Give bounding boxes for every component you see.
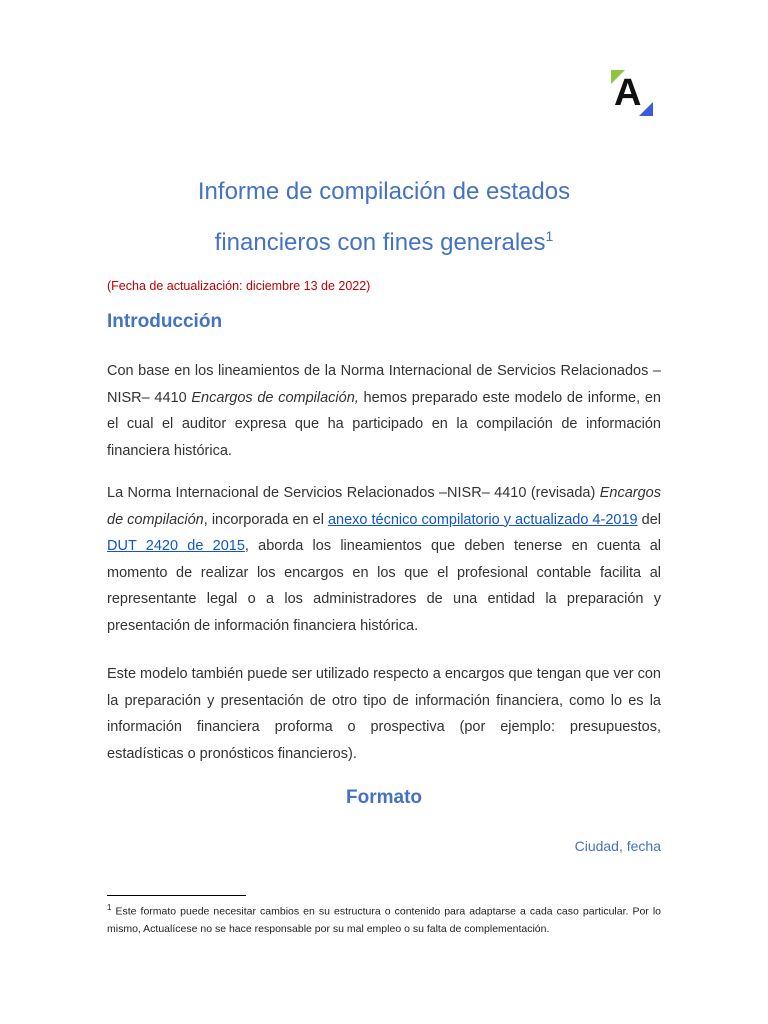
footnote-divider <box>107 895 246 896</box>
italic-text: Encargos de compilación, <box>191 389 359 406</box>
intro-paragraph-1 <box>107 358 661 464</box>
title-line-1: Informe de compilación de estados <box>197 178 571 205</box>
text-span: Con base en los lineamientos de la Norma Internacional de Servicios Relacionados –NISR– 4410 <box>107 363 661 406</box>
text-span: , aborda los lineamientos que deben tenerse en cuenta al momento de realizar los encargos en los que el profesional contable facilita al representante legal o a los administradores de una entidad la preparación y presentación de información financiera histórica. <box>107 538 661 634</box>
actualicese-logo <box>611 70 655 116</box>
footnote-marker: 1 <box>107 903 112 912</box>
footnote-text: Este formato puede necesitar cambios en su estructura o contenido para adaptarse a cada caso particular. Por lo mismo, Actualícese no se hace responsable por su mal empleo o su falta de complementación. <box>107 905 661 935</box>
intro-paragraph-2 <box>107 480 661 639</box>
city-date-placeholder: Ciudad, fecha <box>574 838 661 854</box>
intro-paragraph-3: Este modelo también puede ser utilizado respecto a encargos que tengan que ver con la preparación y presentación de otro tipo de información financiera, como lo es la información financiera proforma o prospectiva (por ejemplo: presupuestos, estadísticas o pronósticos financieros). <box>107 666 661 762</box>
dut-2420-link[interactable]: DUT 2420 de 2015 <box>107 538 245 554</box>
title-footnote-marker: 1 <box>545 228 554 244</box>
title-line-2: financieros con fines generales <box>214 229 546 256</box>
formato-heading: Formato <box>346 787 422 808</box>
italic-text: Encargos de compilación <box>107 485 661 528</box>
text-span: La Norma Internacional de Servicios Relacionados –NISR– 4410 (revisada) <box>107 485 600 501</box>
text-span: , incorporada en el <box>203 511 328 528</box>
text-span: hemos preparado este modelo de informe, en el cual el auditor expresa que ha participado en la compilación de información financiera histórica. <box>107 389 661 459</box>
document-title <box>107 170 661 265</box>
intro-heading: Introducción <box>107 311 223 332</box>
logo-letter: A <box>614 72 642 114</box>
footnote <box>107 899 661 938</box>
update-date: (Fecha de actualización: diciembre 13 de 2022) <box>107 279 371 293</box>
text-span: del <box>637 511 661 528</box>
anexo-tecnico-link[interactable]: anexo técnico compilatorio y actualizado 4-2019 <box>327 511 638 528</box>
